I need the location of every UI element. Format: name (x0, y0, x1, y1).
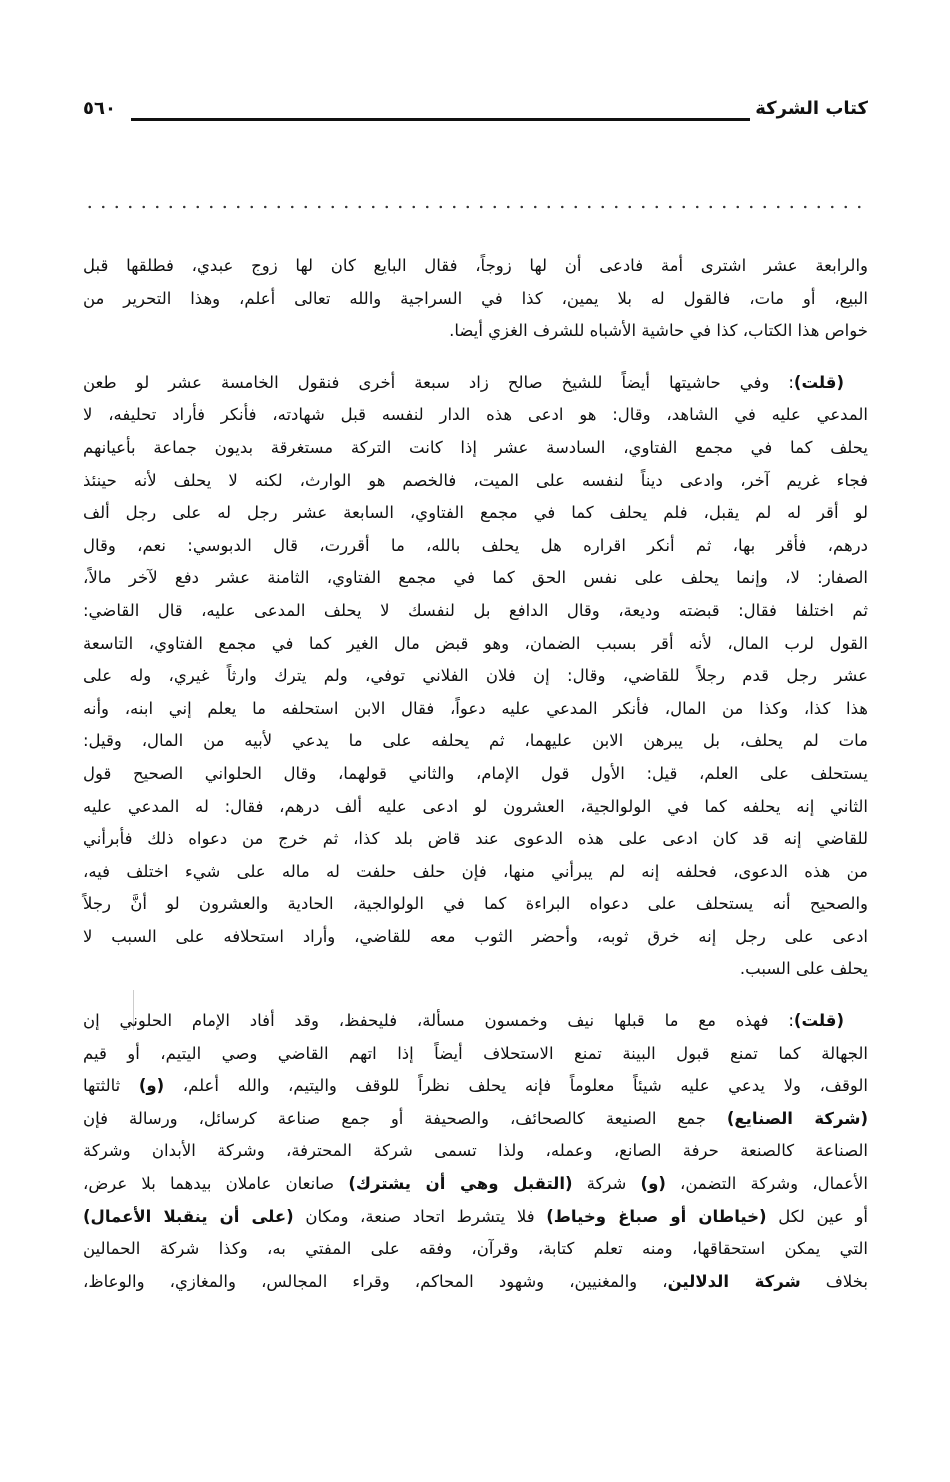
text-segment: درهم، فأقر بها، ثم أنكر اقراره هل يحلف بالله، ما أقررت، قال الدبوسي: نعم، وقال (83, 535, 868, 555)
text-line (83, 465, 868, 498)
text-segment: يحلف على السبب. (739, 959, 868, 979)
bold-term: (و) (138, 1076, 165, 1096)
text-segment: خواص هذا الكتاب، كذا في حاشية الأشباه للشرف الغزي أيضا. (449, 321, 868, 341)
text-segment: هذا كذا، وكذا من المال، فأنكر المدعي عليه دعواً، فقال الابن استحلفه ما يعلم إني ابنه، وأنه (83, 698, 868, 718)
bold-term: (التقبل وهي أن يشترك) (348, 1174, 573, 1194)
text-line (83, 1168, 868, 1201)
text-segment: ثم اختلفا فقال: قبضته وديعة، وقال الدافع بل لنفسك لا يحلف المدعى عليه، قال القاضي: (83, 600, 868, 620)
text-line (83, 823, 868, 856)
text-line (83, 1266, 868, 1299)
text-line (83, 367, 868, 400)
text-segment: المدعي عليه في الشاهد، وقال: هو ادعى هذه الدار لنفسه قبل شهادته، فأنكر فأراد تحليفه، لا (83, 405, 868, 425)
text-segment: الصفار: لا، وإنما يحلف على نفس الحق كما في مجمع الفتاوي، الثامنة عشر دفع لآخر مالاً، (83, 568, 868, 588)
text-segment: : وفي حاشيتها أيضاً للشيخ صالح زاد سبعة أخرى فنقول الخامسة عشر لو طعن (83, 372, 794, 392)
text-segment: والصحيح أنه يستحلف على دعواه البراءة كما في الولوالجية، الحادية والعشرون لو أنَّ رجلاً (83, 894, 868, 914)
text-line (83, 921, 868, 954)
text-segment: فجاء غريم آخر، وادعى ديناً لنفسه على الميت، فالخصم هو الوارث، لكنه لا يحلف لأنه حينئذ (83, 470, 868, 490)
header-rule (131, 118, 750, 121)
text-segment: ادعى على رجل إنه خرق ثوبه، وأحضر الثوب معه للقاضي، وأراد استحلافه على السبب لا (83, 926, 868, 946)
page-number: ٥٦٠ (83, 98, 116, 119)
text-line (83, 1070, 868, 1103)
running-title: كتاب الشركة (755, 98, 868, 119)
text-line (83, 1005, 868, 1038)
paragraph (83, 250, 868, 348)
text-line (83, 562, 868, 595)
text-segment: البيع، أو مات، فالقول له بلا يمين، كذا في السراجية والله تعالى أعلم، وهذا التحرير من (83, 288, 868, 308)
text-line (83, 399, 868, 432)
text-segment: مات لم يحلف، بل يبرهن الابن عليهما، ثم يحلفه على ما يدعي لأبيه من المال، وقيل: (83, 731, 868, 751)
text-segment: لو أقر له لم يقبل، فلم يحلف كما في مجمع الفتاوي، السابعة عشر رجل له على رجل ألف (83, 503, 868, 523)
page-header (83, 96, 868, 130)
text-line (83, 432, 868, 465)
text-segment: يستحلف على العلم، قيل: الأول قول الإمام، والثاني قولهما، وقال الحلواني الصحيح قول (83, 763, 868, 783)
text-line (83, 283, 868, 316)
text-line (83, 758, 868, 791)
text-segment: الجهالة كما تمنع قبول البينة تمنع الاستحلاف أيضاً إذا اتهم القاضي وصي اليتيم، أو قيم (83, 1043, 868, 1063)
text-segment: والرابعة عشر اشترى أمة فادعى أن لها زوجاً، فقال البايع كان لها زوج عبدي، فطلقها قبل (83, 256, 868, 275)
text-line (83, 530, 868, 563)
dotted-separator (83, 204, 868, 210)
text-line (83, 1233, 868, 1266)
text-segment: أو عين لكل (766, 1206, 869, 1226)
text-line (83, 693, 868, 726)
text-segment: عشر رجل قدم رجلاً للقاضي، وقال: إن فلان الفلاني توفي، ولم يترك وارثاً غيري، وله على (83, 666, 868, 686)
text-segment: الصناعة كالصنعة حرفة الصانع، وعمله، ولذا تسمى شركة المحترفة، وشركة الأبدان وشركة (83, 1141, 868, 1161)
text-line (83, 888, 868, 921)
text-segment: الوقف، ولا يدعي عليه شيئاً معلوماً فإنه يحلف نظراً للوقف واليتيم، والله أعلم، (164, 1076, 869, 1096)
paragraph (83, 367, 868, 986)
text-segment: بخلاف (800, 1271, 868, 1291)
body-text (83, 250, 868, 1317)
text-segment: يحلف كما في مجمع الفتاوي، السادسة عشر إذا كانت التركة مستغرقة بديون جماعة بأعيانهم (83, 437, 868, 457)
text-segment: القول لرب المال، لأنه أقر بسبب الضمان، وهو قبض مال الغير كما في مجمع الفتاوي، التاسعة (83, 633, 868, 653)
text-segment: الأعمال، وشركة التضمن، (665, 1174, 868, 1194)
text-line (83, 1201, 868, 1234)
text-line (83, 315, 868, 348)
text-line (83, 856, 868, 889)
text-segment: فلا يتشرط اتحاد صنعة، ومكان (293, 1206, 547, 1226)
text-segment: ثالثتها (83, 1076, 139, 1096)
bold-term: (قلت) (793, 372, 844, 392)
bold-term: شركة الدلالين (667, 1271, 801, 1291)
text-segment: جمع الصنيعة كالصحائف، والصحيفة أو جمع صناعة كرسائل، ورسالة فإن (83, 1108, 727, 1128)
text-line (83, 1103, 868, 1136)
text-segment: التي يمكن استحقاقها، ومنه تعلم كتابة، وقرآن، وفقه على المفتي به، وكذا شركة الحمالين (83, 1239, 868, 1259)
text-line (83, 595, 868, 628)
bold-term: (خياطان أو صباغ وخياط) (546, 1206, 767, 1226)
text-segment: صانعان عاملان بيدهما بلا عرض، (83, 1174, 349, 1194)
text-line (83, 497, 868, 530)
bold-term: (شركة الصنايع) (726, 1108, 868, 1128)
bold-term: (على أن ينقبلا الأعمال) (83, 1206, 294, 1226)
text-line (83, 660, 868, 693)
text-line (83, 1038, 868, 1071)
paragraph (83, 1005, 868, 1298)
text-segment: من هذه الدعوى، فحلفه إنه لم يبرأني منها، فإن حلف حلفت له ماله على شيء اختلف فيه، (83, 861, 868, 881)
text-line (83, 953, 868, 986)
text-segment: : فهذه مع ما قبلها نيف وخمسون مسألة، فليحفظ، وقد أفاد الإمام الحلوني إن (83, 1011, 794, 1031)
bold-term: (و) (640, 1174, 666, 1194)
text-line (83, 628, 868, 661)
bold-term: (قلت) (793, 1011, 844, 1031)
text-line (83, 791, 868, 824)
text-line (83, 725, 868, 758)
text-line (83, 1135, 868, 1168)
text-segment: شركة (572, 1174, 641, 1194)
text-segment: ، والمغنيين، وشهود المحاكم، وقراء المجالس، والمغازي، والوعاظ، (83, 1271, 668, 1291)
text-line (83, 250, 868, 283)
text-segment: الثاني إنه يحلفه كما في الولوالجية، العشرون لو ادعى عليه ألف درهم، فقال: له المدعي عليه (83, 796, 868, 816)
text-segment: للقاضي إنه قد كان ادعى على هذه الدعوى عند قاض بلد كذا، ثم خرج من دعواه ذلك فأبرأني (83, 829, 868, 849)
